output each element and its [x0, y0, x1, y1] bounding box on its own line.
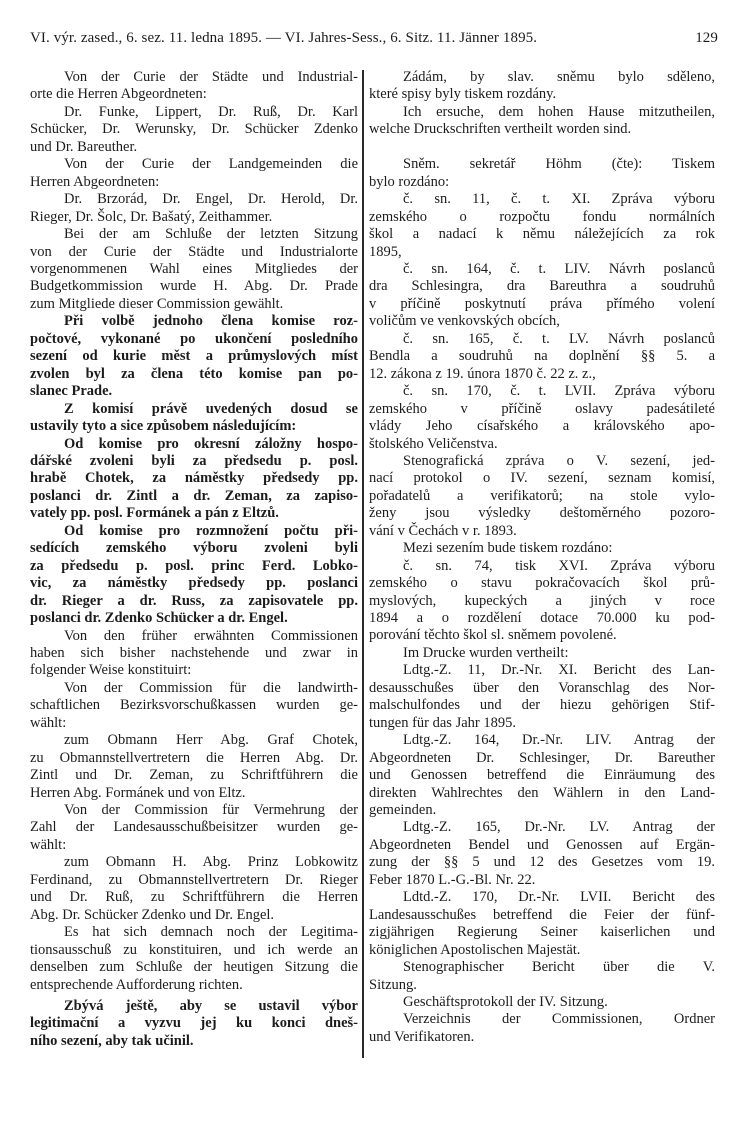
text-line: Dr. Funke, Lippert, Dr. Ruß, Dr. Karl: [64, 103, 358, 120]
text-line: Von der Curie der Landgemeinden die: [64, 156, 358, 173]
text-line: škol a nadací k němu náležejících za rok: [369, 226, 715, 243]
text-line: myslových, kupeckých a jiných v roce: [369, 592, 715, 609]
text-line: Feber 1870 L.-G.-Bl. Nr. 22.: [369, 871, 536, 888]
text-line: č. sn. 164, č. t. LIV. Návrh poslanců: [403, 260, 715, 277]
paragraph: [30, 680, 358, 732]
text-line: Abgeordneten Dr. Schlesinger, Dr. Bareuther: [369, 749, 715, 766]
text-line: Stenographischer Bericht über die V.: [403, 959, 715, 976]
text-line: Abgeordneten Bendel und Genossen auf Ergän-: [369, 836, 715, 853]
text-line: bylo rozdáno:: [369, 173, 450, 190]
text-line: malschulfondes und der hiezu gehörigen Stif-: [369, 697, 715, 714]
text-line: vately pp. posl. Formánek a pán z Eltzů.: [30, 505, 279, 522]
text-line: voličům ve venkovských obcích,: [369, 313, 560, 330]
text-line: Z komisí právě uvedených dosud se: [64, 400, 358, 417]
text-line: Od komise pro okresní záložny hospo-: [64, 435, 358, 452]
paragraph: [369, 889, 715, 959]
text-line: zung der §§ 5 und 12 des Gesetzes vom 19.: [369, 854, 715, 871]
paragraph: [369, 156, 715, 191]
text-line: Herren Abg. Formánek und von Eltz.: [30, 784, 246, 801]
text-line: Zintl und Dr. Zeman, zu Schriftführern die: [30, 767, 358, 784]
paragraph: [30, 226, 358, 313]
text-line: Geschäftsprotokoll der IV. Sitzung.: [403, 994, 608, 1010]
text-line: Ldtg.-Z. 164, Dr.-Nr. LIV. Antrag der: [403, 732, 715, 749]
text-line: tungen für das Jahr 1895.: [369, 714, 516, 731]
right-column: [369, 69, 715, 1046]
left-column: [30, 69, 358, 1050]
paragraph: [30, 313, 358, 400]
text-line: Ldtd.-Z. 170, Dr.-Nr. LVII. Bericht des: [403, 889, 715, 906]
text-line: Von der Curie der Städte und Industrial-: [64, 69, 358, 85]
text-line: ního sezení, aby tak učinil.: [30, 1032, 194, 1049]
text-line: dra Schlesingra, dra Bareuthra a soudruhů: [369, 278, 715, 295]
text-line: Bendla a soudruhů na doplnění §§ 5. a: [369, 348, 715, 365]
text-line: nací protokol o IV. sezení, seznam komisí,: [369, 470, 715, 487]
text-line: Es hat sich demnach noch der Legitima-: [64, 924, 358, 941]
text-line: zemského v příčině oslavy padesátileté: [369, 400, 715, 417]
text-line: Schücker, Dr. Werunsky, Dr. Schücker Zdenko: [30, 121, 358, 138]
text-line: Von der Commission für die landwirth-: [64, 679, 358, 696]
text-line: č. sn. 165, č. t. LV. Návrh poslanců: [403, 330, 715, 347]
text-line: Von der Commission für Vermehrung der: [64, 802, 358, 819]
text-line: Sněm. sekretář Höhm (čte): Tiskem: [403, 156, 715, 173]
text-line: zum Obmann H. Abg. Prinz Lobkowitz: [64, 854, 358, 871]
text-line: Rieger, Dr. Šolc, Dr. Bašatý, Zeithammer.: [30, 208, 273, 225]
text-line: haben sich bisher nachstehende und zwar in: [30, 644, 358, 661]
paragraph: [30, 69, 358, 104]
text-line: ustavily tyto a sice způsobem následujícím:: [30, 418, 297, 435]
text-line: vlády Jeho císařského a královského apo-: [369, 418, 715, 435]
text-line: folgender Weise konstituirt:: [30, 662, 192, 679]
text-line: č. sn. 74, tisk XVI. Zpráva výboru: [403, 557, 715, 574]
text-line: königlichen Apostolischen Majestät.: [369, 941, 581, 958]
text-line: vic, za náměstky předsedy pp. poslanci: [30, 575, 358, 592]
text-line: Herren Abgeordneten:: [30, 173, 160, 190]
paragraph: [369, 558, 715, 645]
text-line: und Genossen betreffend die Einräumung des: [369, 767, 715, 784]
paragraph: [30, 732, 358, 802]
text-line: Verzeichnis der Commissionen, Ordner: [403, 1011, 715, 1028]
paragraph: [30, 401, 358, 436]
text-line: Zahl der Landesausschußbeisitzer wurden ge-: [30, 819, 358, 836]
text-line: Od komise pro rozmnožení počtu při-: [64, 522, 358, 539]
text-line: Zádám, by slav. sněmu bylo sděleno,: [403, 69, 715, 85]
text-line: zemského o stavu pokračovacích škol prů-: [369, 575, 715, 592]
text-line: zum Mitgliede dieser Commission gewählt.: [30, 295, 284, 312]
paragraph: [30, 854, 358, 924]
paragraph: [369, 453, 715, 540]
paragraph: [30, 924, 358, 994]
text-line: za předsedu p. posl. princ Ferd. Lobko-: [30, 557, 358, 574]
text-line: legitimační a vyzvu jej ku konci dneš-: [30, 1015, 358, 1032]
column-divider: [362, 70, 364, 1058]
text-line: č. sn. 11, č. t. XI. Zpráva výboru: [403, 191, 715, 208]
text-line: ženy jsou výsledky deštoměrného pozoro-: [369, 505, 715, 522]
running-header: [30, 30, 718, 47]
text-line: dr. Rieger a dr. Russ, za zapisovatele pp.: [30, 592, 358, 609]
paragraph: [369, 994, 715, 1011]
text-line: tionsausschuß zu konstituiren, und ich werde an: [30, 941, 358, 958]
text-line: počtové, vykonané po ukončení posledního: [30, 330, 358, 347]
text-line: Dr. Brzorád, Dr. Engel, Dr. Herold, Dr.: [64, 191, 358, 208]
text-line: wählt:: [30, 836, 67, 853]
paragraph: [369, 645, 715, 662]
text-line: vání v Čechách v r. 1893.: [369, 522, 517, 539]
text-line: zum Obmann Herr Abg. Graf Chotek,: [64, 732, 358, 749]
text-line: und Verifikatoren.: [369, 1028, 475, 1045]
paragraph: [369, 191, 715, 261]
header-title: VI. výr. zased., 6. sez. 11. ledna 1895. — VI. Jahres-Sess., 6. Sitz. 11. Jänner 1895.: [30, 30, 538, 46]
text-line: zu Obmannstellvertretern die Herren Abg. Dr.: [30, 749, 358, 766]
text-line: wählt:: [30, 714, 67, 731]
text-line: sezení od kurie měst a průmyslových míst: [30, 348, 358, 365]
paragraph: [30, 104, 358, 156]
text-line: denselben zum Schluße der heutigen Sitzung die: [30, 959, 358, 976]
paragraph: [30, 628, 358, 680]
text-line: Im Drucke wurden vertheilt:: [403, 644, 569, 661]
text-line: sedících zemského výboru zvoleni byli: [30, 540, 358, 557]
text-line: Ferdinand, zu Obmannstellvertretern Dr. Rieger: [30, 871, 358, 888]
text-line: Sitzung.: [369, 976, 417, 993]
paragraph: [369, 261, 715, 331]
paragraph: [369, 662, 715, 732]
paragraph: [30, 436, 358, 523]
paragraph: [30, 523, 358, 628]
text-line: dářské zvoleni byli za předsedu p. posl.: [30, 452, 358, 469]
paragraph: [30, 998, 358, 1050]
text-line: schaftlichen Bezirksvorschußkassen wurden ge-: [30, 697, 358, 714]
text-line: Mezi sezením bude tiskem rozdáno:: [403, 540, 613, 557]
text-line: desausschußes über den Voranschlag des Nor-: [369, 679, 715, 696]
paragraph: [369, 383, 715, 453]
text-line: zvolen byl za člena této komise pan po-: [30, 365, 358, 382]
paragraph: [369, 732, 715, 819]
text-line: welche Druckschriften vertheilt worden sind.: [369, 121, 632, 138]
page-number: 129: [695, 30, 718, 46]
text-line: poslanci dr. Zdenko Schücker a dr. Engel.: [30, 610, 288, 627]
text-line: von der Curie der Städte und Industrialorte: [30, 243, 358, 260]
text-line: 1894 a o rozdělení dotace 70.000 ku pod-: [369, 610, 715, 627]
text-line: Bei der am Schluße der letzten Sitzung: [64, 226, 358, 243]
text-line: v příčině poskytnutí práva přímého volení: [369, 295, 715, 312]
text-line: Zbývá ještě, aby se ustavil výbor: [64, 998, 358, 1015]
text-line: štolského Veličenstva.: [369, 435, 498, 452]
text-line: které spisy byly tiskem rozdány.: [369, 86, 557, 103]
text-line: entsprechende Aufforderung richten.: [30, 976, 243, 993]
paragraph: [30, 191, 358, 226]
text-line: Von den früher erwähnten Commissionen: [64, 627, 358, 644]
paragraph: [30, 156, 358, 191]
text-line: Budgetkommission wurde H. Abg. Dr. Prade: [30, 278, 358, 295]
text-line: 1895,: [369, 243, 402, 260]
text-line: und Dr. Bareuther.: [30, 138, 138, 155]
paragraph: [369, 331, 715, 383]
paragraph: [369, 69, 715, 104]
text-line: Stenografická zpráva o V. sezení, jed-: [403, 452, 715, 469]
text-line: Ich ersuche, dem hohen Hause mitzutheilen,: [403, 103, 715, 120]
text-line: zemského o rozpočtu fondu normálních: [369, 208, 715, 225]
text-line: orte die Herren Abgeordneten:: [30, 86, 207, 103]
paragraph: [369, 104, 715, 139]
text-line: pořadatelů a verifikatorů; na stole vylo-: [369, 487, 715, 504]
text-line: vorgenommenen Wahl eines Mitgliedes der: [30, 260, 358, 277]
paragraph: [369, 1011, 715, 1046]
text-line: und Dr. Ruß, zu Schriftführern die Herren: [30, 889, 358, 906]
text-line: Při volbě jednoho člena komise roz-: [64, 313, 358, 330]
text-line: poslanci dr. Zintl a dr. Zeman, za zapiso-: [30, 487, 358, 504]
paragraph: [369, 959, 715, 994]
text-line: zigjährigen Regierung Seiner kaiserlichen und: [369, 924, 715, 941]
paragraph: [369, 540, 715, 557]
text-line: gemeinden.: [369, 802, 437, 819]
text-line: 12. zákona z 19. února 1870 č. 22 z. z.,: [369, 365, 596, 382]
text-line: Abg. Dr. Schücker Zdenko und Dr. Engel.: [30, 906, 275, 923]
paragraph: [30, 802, 358, 854]
paragraph: [369, 819, 715, 889]
text-line: hrabě Chotek, za náměstky předsedy pp.: [30, 470, 358, 487]
text-line: č. sn. 170, č. t. LVII. Zpráva výboru: [403, 383, 715, 400]
text-line: Landesausschußes betreffend die Feier der fünf-: [369, 906, 715, 923]
text-line: Ldtg.-Z. 165, Dr.-Nr. LV. Antrag der: [403, 819, 715, 836]
text-line: direkten Wahlrechtes den Wählern in den Land-: [369, 784, 715, 801]
text-line: Ldtg.-Z. 11, Dr.-Nr. XI. Bericht des Lan-: [403, 662, 715, 679]
text-line: porování těchto škol sl. sněmem povolené.: [369, 627, 617, 644]
text-line: slanec Prade.: [30, 383, 113, 400]
